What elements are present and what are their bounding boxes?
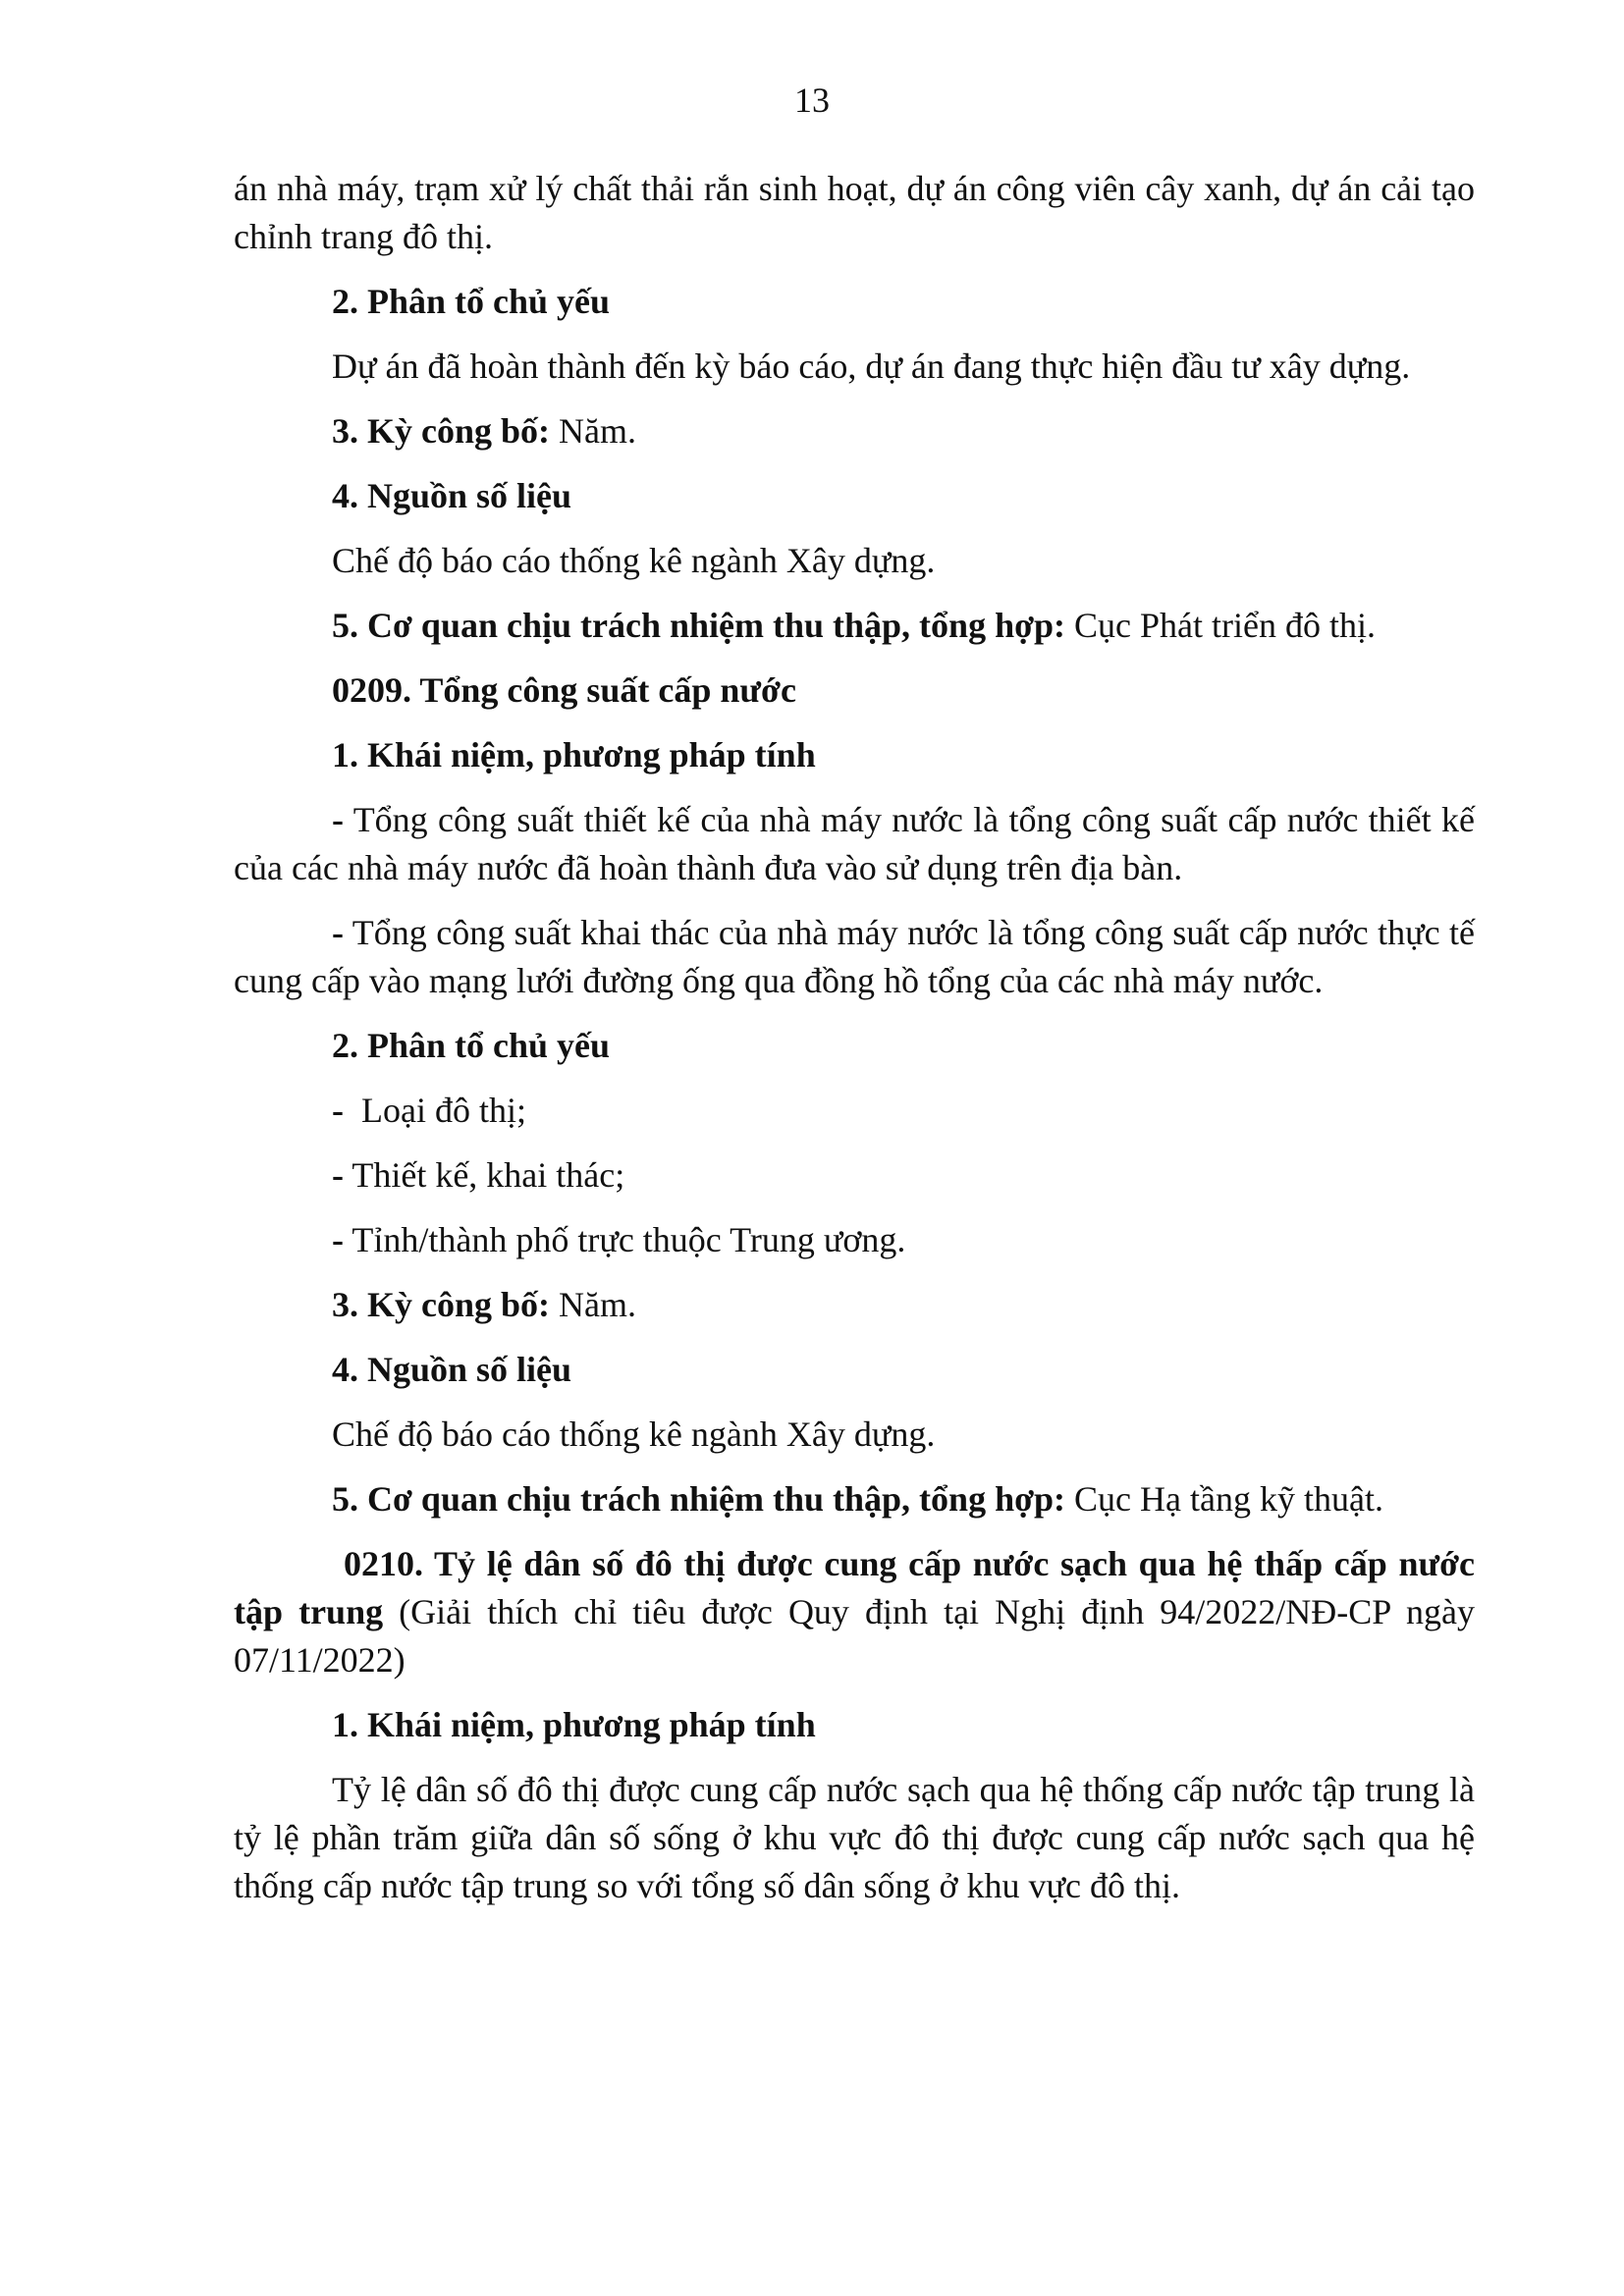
paragraph-text: Tổng công suất thiết kế của nhà máy nước là tổng công suất cấp nước thiết kế của các nhà máy nước đã hoàn thành đưa vào sử dụng trên địa bàn.	[234, 800, 1475, 887]
list-item-text: Tỉnh/thành phố trực thuộc Trung ương.	[344, 1220, 906, 1259]
heading-concept-method: 1. Khái niệm, phương pháp tính	[332, 1705, 816, 1744]
heading-data-source: 4. Nguồn số liệu	[332, 1350, 572, 1389]
value-responsible-agency: Cục Hạ tầng kỹ thuật.	[1065, 1479, 1383, 1519]
value-publication-period: Năm.	[550, 411, 636, 451]
heading-publication-period	[234, 1281, 1475, 1329]
section-note-0210: (Giải thích chỉ tiêu được Quy định tại Nghị định 94/2022/NĐ-CP ngày 07/11/2022)	[234, 1592, 1475, 1680]
page-content	[234, 165, 1475, 1927]
label-responsible-agency: 5. Cơ quan chịu trách nhiệm thu thập, tổng hợp:	[332, 606, 1066, 645]
dash-bullet: -	[332, 800, 344, 839]
heading-responsible-agency	[234, 1475, 1475, 1523]
section-title-0210: 0210. Tỷ lệ dân số đô thị được cung cấp nước sạch qua hệ thấp cấp nước tập trung	[234, 1544, 1475, 1631]
paragraph-classification: Dự án đã hoàn thành đến kỳ báo cáo, dự án đang thực hiện đầu tư xây dựng.	[332, 347, 1411, 386]
dash-bullet: -	[332, 1091, 344, 1130]
heading-data-source: 4. Nguồn số liệu	[332, 476, 572, 515]
value-responsible-agency: Cục Phát triển đô thị.	[1065, 606, 1377, 645]
list-item	[234, 1151, 1475, 1200]
section-heading-0210	[234, 1540, 1475, 1684]
list-item	[234, 1087, 1475, 1135]
paragraph-urban-water-ratio: Tỷ lệ dân số đô thị được cung cấp nước sạch qua hệ thống cấp nước tập trung là tỷ lệ phần trăm giữa dân số sống ở khu vực đô thị được cung cấp nước sạch qua hệ thống cấp nước tập trung so với tổng số dân sống ở khu vực đô thị.	[234, 1770, 1475, 1905]
label-publication-period: 3. Kỳ công bố:	[332, 1285, 551, 1324]
dash-bullet: -	[332, 1220, 344, 1259]
heading-classification: 2. Phân tổ chủ yếu	[332, 282, 611, 321]
page-number: 13	[794, 80, 830, 120]
paragraph-text: Tổng công suất khai thác của nhà máy nước là tổng công suất cấp nước thực tế cung cấp vào mạng lưới đường ống qua đồng hồ tổng của các nhà máy nước.	[234, 913, 1475, 1000]
heading-concept-method: 1. Khái niệm, phương pháp tính	[332, 735, 816, 774]
list-item-text: Thiết kế, khai thác;	[344, 1155, 625, 1195]
list-item	[234, 1216, 1475, 1264]
heading-responsible-agency	[234, 602, 1475, 650]
label-publication-period: 3. Kỳ công bố:	[332, 411, 551, 451]
section-heading-0209: 0209. Tổng công suất cấp nước	[332, 670, 796, 710]
paragraph-continuation: án nhà máy, trạm xử lý chất thải rắn sinh hoạt, dự án công viên cây xanh, dự án cải tạo chỉnh trang đô thị.	[234, 169, 1475, 256]
paragraph-design-capacity	[234, 796, 1475, 892]
list-item-text: Loại đô thị;	[344, 1091, 526, 1130]
heading-classification: 2. Phân tổ chủ yếu	[332, 1026, 611, 1065]
heading-publication-period	[234, 407, 1475, 455]
value-publication-period: Năm.	[550, 1285, 636, 1324]
paragraph-data-source: Chế độ báo cáo thống kê ngành Xây dựng.	[332, 1415, 936, 1454]
dash-bullet: -	[332, 913, 344, 952]
paragraph-data-source: Chế độ báo cáo thống kê ngành Xây dựng.	[332, 541, 936, 580]
paragraph-exploit-capacity	[234, 909, 1475, 1005]
label-responsible-agency: 5. Cơ quan chịu trách nhiệm thu thập, tổng hợp:	[332, 1479, 1066, 1519]
dash-bullet: -	[332, 1155, 344, 1195]
